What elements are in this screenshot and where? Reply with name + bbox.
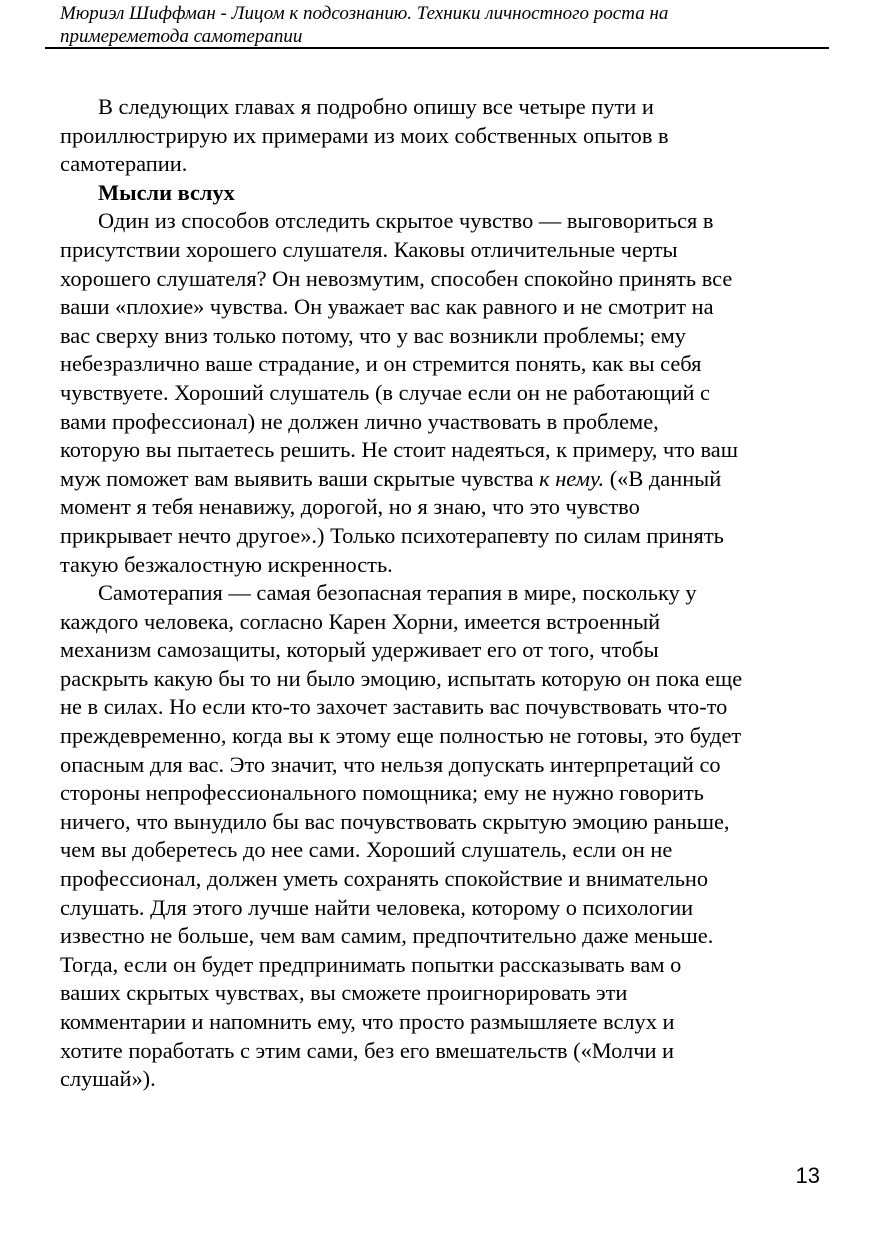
text-line: преждевременно, когда вы к этому еще полностью не готовы, это будет	[60, 723, 742, 749]
text-line: опасным для вас. Это значит, что нельзя допускать интерпретаций со	[60, 751, 721, 777]
text-line: присутствии хорошего слушателя. Каковы отличительные черты	[60, 236, 678, 262]
header-line-2: примереметода самотерапии	[60, 26, 303, 47]
emphasis-text: к нему.	[539, 465, 605, 491]
text-line: вами профессионал) не должен лично участвовать в проблеме,	[60, 408, 659, 434]
text-line: механизм самозащиты, который удерживает его от того, чтобы	[60, 637, 659, 663]
text-line: комментарии и напомнить ему, что просто размышляете вслух и	[60, 1009, 675, 1034]
text-run: («В данный	[604, 465, 722, 491]
header-line-1: Мюриэл Шиффман - Лицом к подсознанию. Техники личностного роста на	[60, 3, 669, 24]
text-line: такую безжалостную искренность.	[60, 551, 393, 577]
running-header	[60, 2, 820, 48]
text-line-with-emphasis	[60, 465, 824, 494]
text-line: момент я тебя ненавижу, дорогой, но я знаю, что это чувство	[60, 494, 640, 520]
text-line: Тогда, если он будет предпринимать попытки рассказывать вам о	[60, 951, 682, 977]
text-line: самотерапии.	[60, 151, 188, 177]
text-line: слушать. Для этого лучше найти человека, которому о психологии	[60, 894, 694, 920]
text-line: ваших скрытых чувствах, вы сможете проигнорировать эти	[60, 980, 628, 1006]
header-divider	[45, 47, 829, 49]
text-line: небезразлично ваше страдание, и он стремится понять, как вы себя	[60, 351, 702, 377]
text-line: слушай»).	[60, 1066, 156, 1092]
text-line: вас сверху вниз только потому, что у вас возникли проблемы; ему	[60, 322, 686, 348]
text-line: Один из способов отследить скрытое чувство — выговориться в	[98, 208, 714, 234]
text-line: чем вы доберетесь до нее сами. Хороший слушатель, если он не	[60, 837, 673, 863]
page-body	[60, 93, 824, 1094]
text-line: чувствуете. Хороший слушатель (в случае если он не работающий с	[60, 379, 710, 405]
text-line: профессионал, должен уметь сохранять спокойствие и внимательно	[60, 866, 709, 892]
text-line: которую вы пытаетесь решить. Не стоит надеяться, к примеру, что ваш	[60, 437, 738, 463]
text-line: Самотерапия — самая безопасная терапия в мире, поскольку у	[98, 580, 697, 606]
text-line: каждого человека, согласно Карен Хорни, имеется встроенный	[60, 608, 661, 634]
paragraph-intro	[60, 93, 824, 179]
text-line: хотите поработать с этим сами, без его вмешательств («Молчи и	[60, 1037, 675, 1063]
text-line: ваши «плохие» чувства. Он уважает вас как равного и не смотрит на	[60, 294, 714, 320]
text-line: стороны непрофессионального помощника; ему не нужно говорить	[60, 780, 704, 806]
page-number: 13	[795, 1163, 820, 1188]
paragraph-self-therapy	[60, 579, 824, 1094]
text-line: прикрывает нечто другое».) Только психотерапевту по силам принять	[60, 522, 724, 548]
text-line: хорошего слушателя? Он невозмутим, способен спокойно принять все	[60, 265, 733, 291]
section-heading: Мысли вслух	[98, 179, 235, 205]
text-run: муж поможет вам выявить ваши скрытые чувства	[60, 465, 540, 491]
text-line: проиллюстрирую их примерами из моих собственных опытов в	[60, 122, 669, 148]
paragraph-thinking-aloud	[60, 207, 824, 579]
text-line: раскрыть какую бы то ни было эмоцию, испытать которую он пока еще	[60, 665, 743, 691]
text-line: известно не больше, чем вам самим, предпочтительно даже меньше.	[60, 923, 714, 949]
text-line: не в силах. Но если кто-то захочет заставить вас почувствовать что-то	[60, 694, 728, 720]
text-line: В следующих главах я подробно опишу все четыре пути и	[98, 94, 654, 119]
text-line: ничего, что вынудило бы вас почувствовать скрытую эмоцию раньше,	[60, 808, 730, 834]
